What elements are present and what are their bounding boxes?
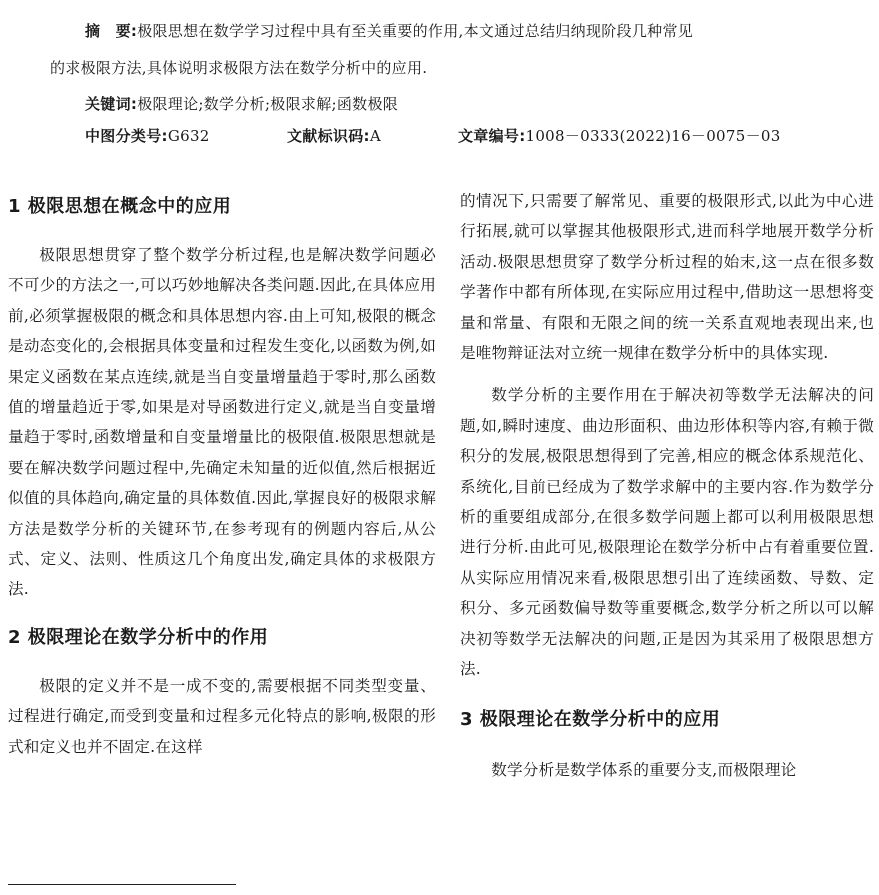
abstract-text-1: 极限思想在数学学习过程中具有至关重要的作用,本文通过总结归纳现阶段几种常见 (137, 22, 694, 40)
footnote-rule (8, 884, 236, 885)
doc-code-line (287, 126, 381, 146)
section-3-title: 3 极限理论在数学分析中的应用 (460, 708, 721, 730)
abstract-label: 摘 要: (85, 22, 138, 40)
keywords-line (85, 94, 398, 114)
doc-code-label: 文献标识码: (287, 127, 370, 145)
section-3-paragraph: 数学分析是数学体系的重要分支,而极限理论 (491, 760, 797, 779)
keywords-text: 极限理论;数学分析;极限求解;函数极限 (137, 95, 399, 113)
article-number-label: 文章编号: (458, 127, 526, 145)
right-column (460, 186, 874, 785)
abstract-line-2: 的求极限方法,具体说明求极限方法在数学分析中的应用. (50, 59, 428, 77)
keywords-label: 关键词: (85, 95, 138, 113)
abstract-line-1 (85, 21, 693, 41)
section-1-title: 1 极限思想在概念中的应用 (8, 196, 232, 217)
continued-paragraph: 的情况下,只需要了解常见、重要的极限形式,以此为中心进行拓展,就可以掌握其他极限形式,进而科学地展开数学分析活动.极限思想贯穿了数学分析过程的始末,这一点在很多数学著作中都有所体现,在实际应用过程中,借助这一思想将变量和常量、有限和无限之间的统一关系直观地表现出来,也是唯物辩证法对立统一规律在数学分析中的具体实现. (460, 192, 874, 363)
section-1-paragraph: 极限思想贯穿了整个数学分析过程,也是解决数学问题必不可少的方法之一,可以巧妙地解决各类问题.因此,在具体应用前,必须掌握极限的概念和具体思想内容.由上可知,极限的概念是动态变化的,会根据具体变量和过程发生变化,以函数为例,如果定义函数在某点连续,就是当自变量增量趋于零时,那么函数值的增量趋近于零,如果是对导函数进行定义,就是当自变量增量趋于零时,函数增量和自变量增量比的极限值.极限思想就是要在解决数学问题过程中,先确定未知量的近似值,然后根据近似值的具体趋向,确定量的具体数值.因此,掌握良好的极限求解方法是数学分析的关键环节,在参考现有的例题内容后,从公式、定义、法则、性质这几个角度出发,确定具体的求极限方法. (8, 246, 436, 599)
article-number-value: 1008－0333(2022)16－0075－03 (525, 127, 781, 145)
paragraph-2: 数学分析的主要作用在于解决初等数学无法解决的问题,如,瞬时速度、曲边形面积、曲边形体积等内容,有赖于微积分的发展,极限思想得到了完善,相应的概念体系规范化、系统化,目前已经成为了数学求解中的主要内容.作为数学分析的重要组成部分,在很多数学问题上都可以利用极限思想进行分析.由此可见,极限理论在数学分析中占有着重要位置.从实际应用情况来看,极限思想引出了连续函数、导数、定积分、多元函数偏导数等重要概念,数学分析之所以可以解决初等数学无法解决的问题,正是因为其采用了极限思想方法. (460, 386, 874, 679)
section-2-paragraph: 极限的定义并不是一成不变的,需要根据不同类型变量、过程进行确定,而受到变量和过程多元化特点的影响,极限的形式和定义也并不固定.在这样 (8, 676, 436, 756)
clc-label: 中图分类号: (85, 127, 168, 145)
article-number-line (458, 126, 781, 146)
clc-line (85, 126, 210, 146)
section-2-title: 2 极限理论在数学分析中的作用 (8, 626, 269, 648)
doc-code-value: A (369, 127, 381, 145)
left-column (8, 186, 436, 762)
clc-value: G632 (167, 127, 210, 145)
